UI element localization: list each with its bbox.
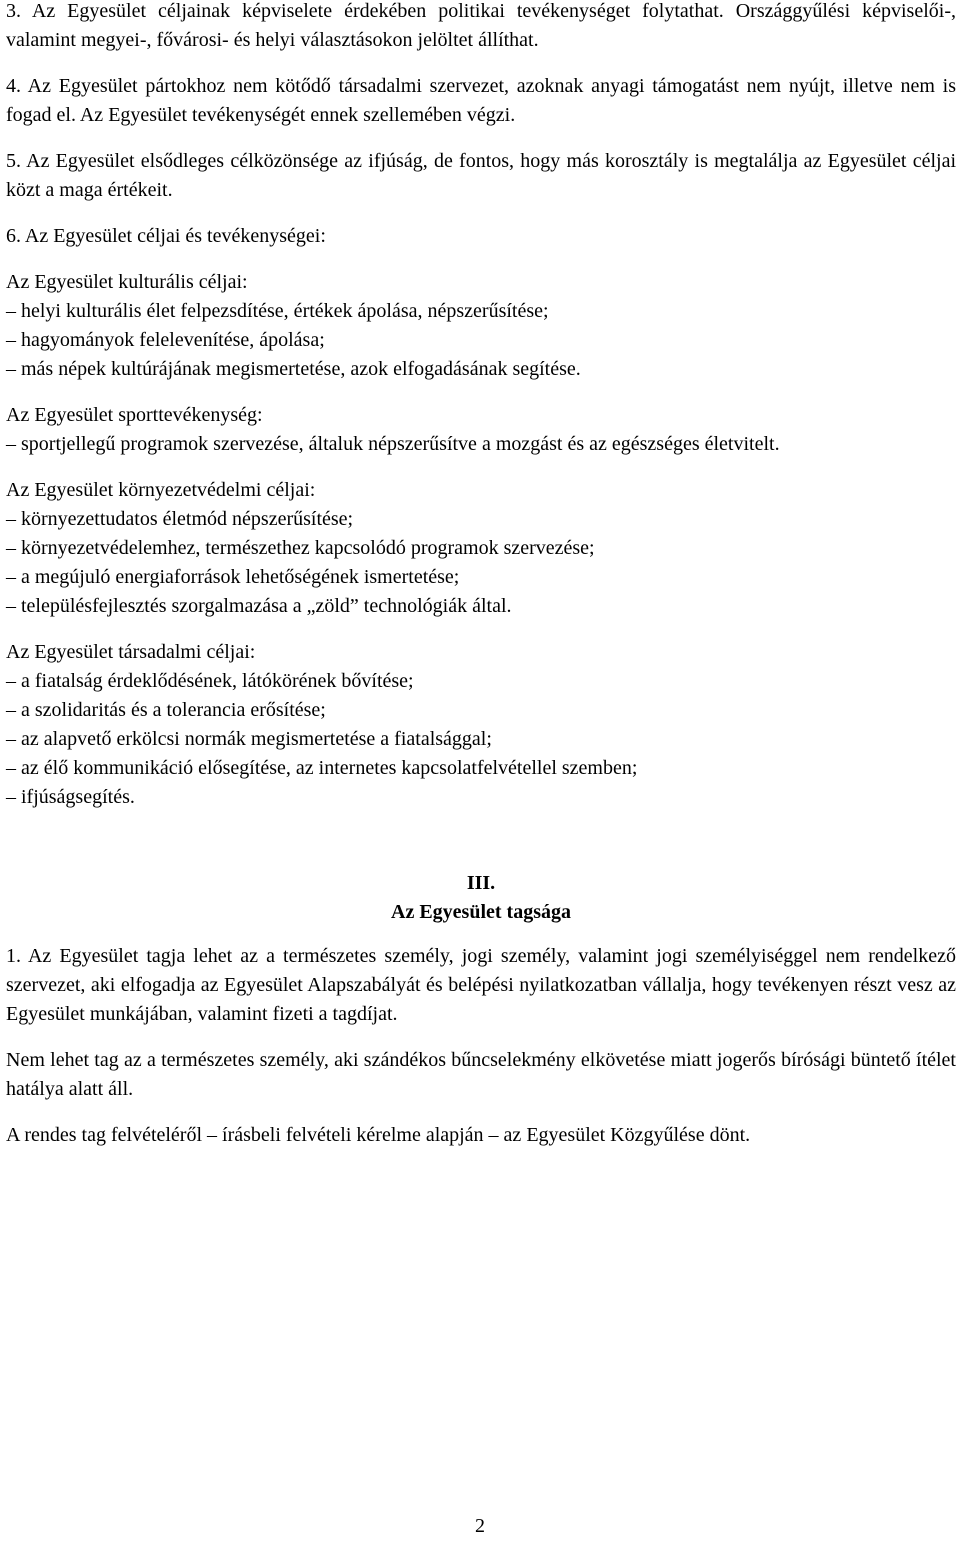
list-item: – sportjellegű programok szervezése, általuk népszerűsítve a mozgást és az egészséges életvitelt. [6, 433, 780, 455]
environment-goals-group [6, 476, 956, 621]
paragraph-4: 4. Az Egyesület pártokhoz nem kötődő társadalmi szervezet, azoknak anyagi támogatást nem nyújt, illetve nem is fogad el. Az Egyesület tevékenységét ennek szellemében végzi. [6, 75, 956, 126]
page-number: 2 [475, 1515, 485, 1537]
social-goals-group [6, 638, 956, 812]
list-item: – az alapvető erkölcsi normák megismertetése a fiatalsággal; [6, 728, 492, 750]
sport-activity-group [6, 401, 956, 459]
membership-paragraph-1: 1. Az Egyesület tagja lehet az a természetes személy, jogi személy, valamint jogi személyiséggel nem rendelkező szervezet, aki elfogadja az Egyesület Alapszabályát és belépési nyilatkozatban vállalja, hogy tevékenyen részt vesz az Egyesület munkájában, valamint fizeti a tagdíjat. [6, 945, 956, 1025]
list-item: – környezettudatos életmód népszerűsítése; [6, 508, 354, 530]
list-item: – ifjúságsegítés. [6, 786, 135, 808]
list-item: – a szolidaritás és a tolerancia erősítése; [6, 699, 326, 721]
list-item: – hagyományok felelevenítése, ápolása; [6, 329, 325, 351]
paragraph-6: 6. Az Egyesület céljai és tevékenységei: [6, 225, 326, 247]
membership-paragraph-3: A rendes tag felvételéről – írásbeli felvételi kérelme alapján – az Egyesület Közgyűlése dönt. [6, 1124, 751, 1146]
list-item: – helyi kulturális élet felpezsdítése, értékek ápolása, népszerűsítése; [6, 300, 549, 322]
paragraph-5: 5. Az Egyesület elsődleges célközönsége az ifjúság, de fontos, hogy más korosztály is megtalálja az Egyesület céljai közt a maga értékeit. [6, 150, 956, 201]
document-page [6, 0, 956, 1150]
cultural-goals-group [6, 268, 956, 384]
section-number: III. [466, 872, 496, 894]
section-title: Az Egyesület tagsága [391, 901, 571, 923]
environment-goals-heading: Az Egyesület környezetvédelmi céljai: [6, 479, 316, 501]
list-item: – más népek kultúrájának megismertetése, azok elfogadásának segítése. [6, 358, 581, 380]
membership-paragraph-2: Nem lehet tag az a természetes személy, aki szándékos bűncselekmény elkövetése miatt jogerős bírósági büntető ítélet hatálya alatt áll. [6, 1049, 956, 1100]
cultural-goals-heading: Az Egyesület kulturális céljai: [6, 271, 248, 293]
list-item: – a fiatalság érdeklődésének, látókörének bővítése; [6, 670, 414, 692]
sport-activity-heading: Az Egyesület sporttevékenység: [6, 404, 263, 426]
list-item: – településfejlesztés szorgalmazása a „zöld” technológiák által. [6, 595, 512, 617]
list-item: – a megújuló energiaforrások lehetőségének ismertetése; [6, 566, 460, 588]
list-item: – az élő kommunikáció elősegítése, az internetes kapcsolatfelvétellel szemben; [6, 757, 638, 779]
list-item: – környezetvédelemhez, természethez kapcsolódó programok szervezése; [6, 537, 595, 559]
paragraph-3: 3. Az Egyesület céljainak képviselete érdekében politikai tevékenységet folytathat. Országgyűlési képviselői-, valamint megyei-, fővárosi- és helyi választásokon jelöltet állíthat. [6, 0, 956, 51]
social-goals-heading: Az Egyesület társadalmi céljai: [6, 641, 256, 663]
